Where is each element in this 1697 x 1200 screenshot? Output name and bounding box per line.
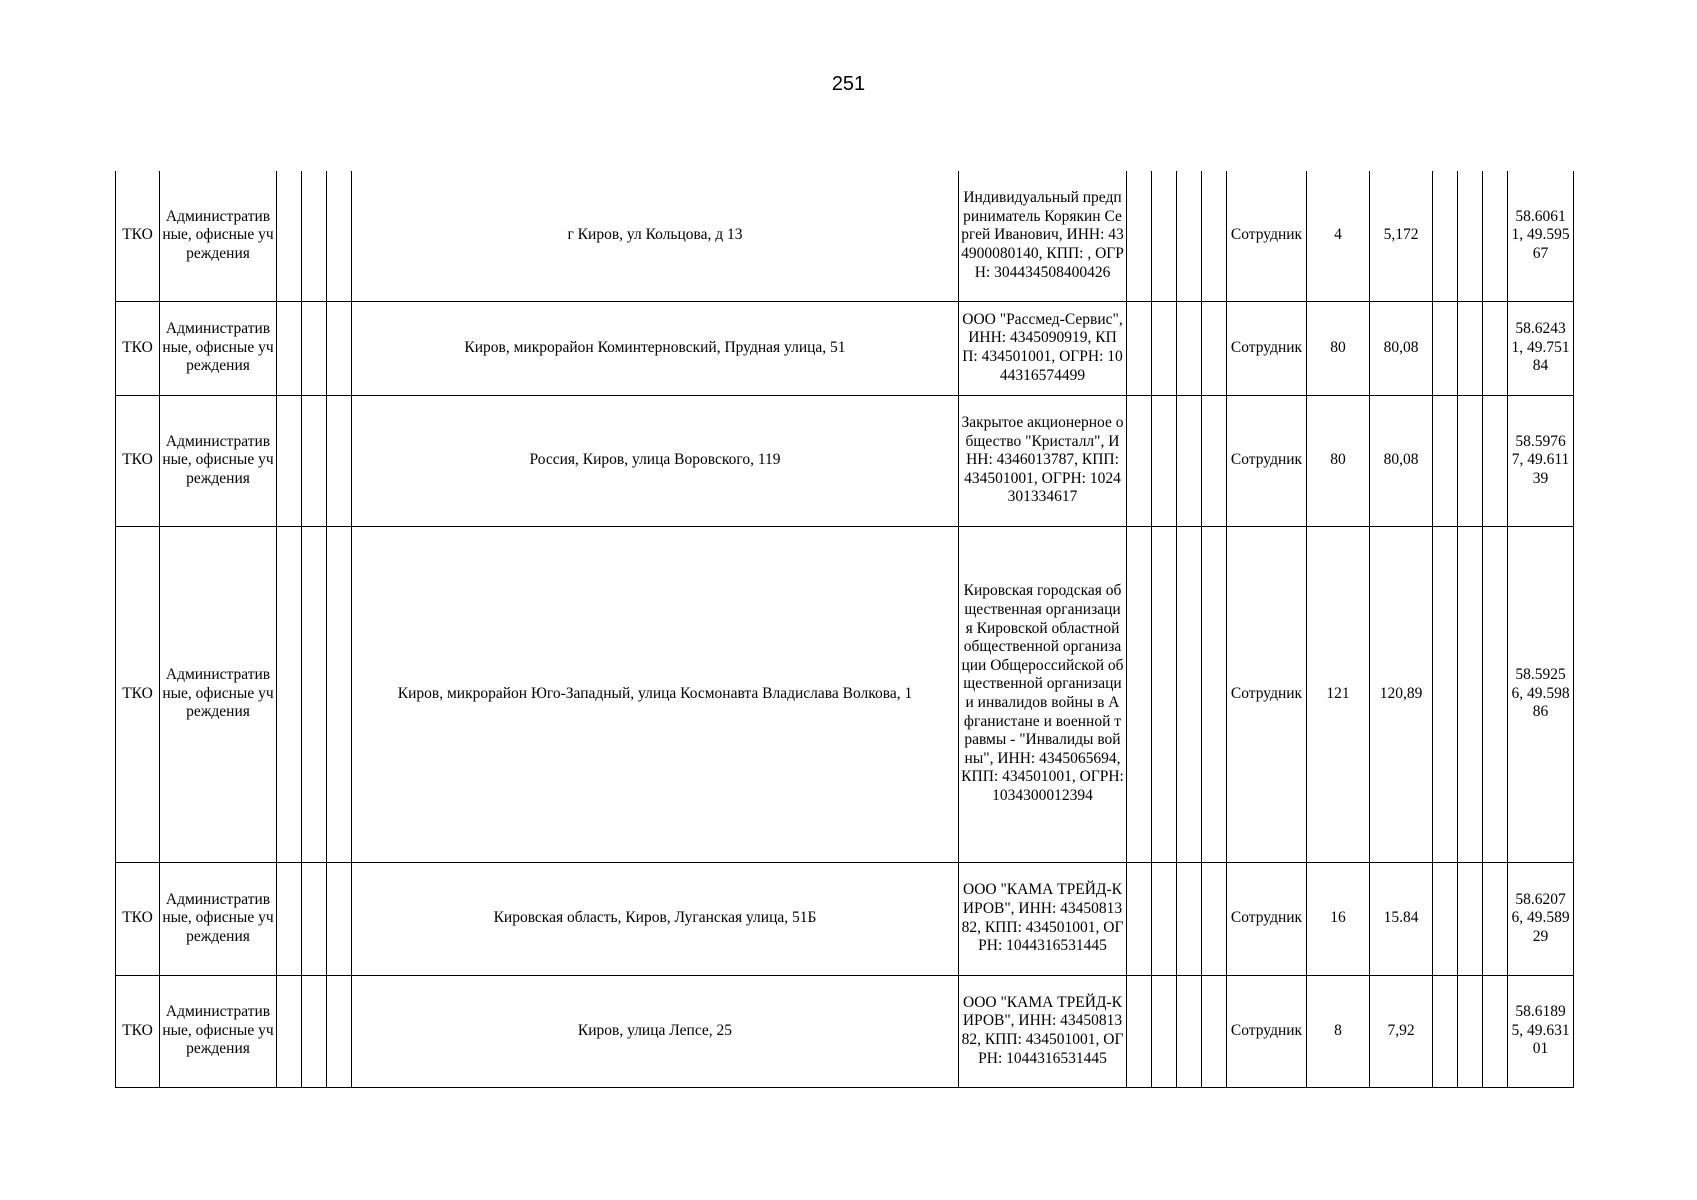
empty-cell [1202, 171, 1227, 301]
empty-cell [1177, 171, 1202, 301]
unit-cell: Сотрудник [1227, 526, 1307, 862]
registry-body [116, 171, 1574, 1087]
volume-cell: 15.84 [1370, 862, 1433, 975]
category-cell: Административные, офисные учреждения [160, 862, 277, 975]
empty-cell [1458, 975, 1483, 1087]
owner-cell: Кировская городская общественная организация Кировской областной общественной организации Общероссийской общественной организации инвалидов войны в Афганистане и военной травмы - "Инвалиды войны", ИНН: 4345065694, КПП: 434501001, ОГРН: 1034300012394 [959, 526, 1127, 862]
empty-cell [1177, 526, 1202, 862]
empty-cell [302, 171, 327, 301]
empty-cell [327, 395, 352, 526]
empty-cell [1202, 395, 1227, 526]
category-cell: Административные, офисные учреждения [160, 975, 277, 1087]
empty-cell [1458, 862, 1483, 975]
owner-cell: Закрытое акционерное общество "Кристалл", ИНН: 4346013787, КПП: 434501001, ОГРН: 1024301334617 [959, 395, 1127, 526]
unit-cell: Сотрудник [1227, 301, 1307, 395]
empty-cell [277, 526, 302, 862]
coordinates-cell: 58.60611, 49.59567 [1508, 171, 1574, 301]
owner-cell: ООО "Рассмед-Сервис", ИНН: 4345090919, КПП: 434501001, ОГРН: 1044316574499 [959, 301, 1127, 395]
category-cell: Административные, офисные учреждения [160, 171, 277, 301]
unit-cell: Сотрудник [1227, 975, 1307, 1087]
empty-cell [1152, 301, 1177, 395]
empty-cell [1177, 975, 1202, 1087]
empty-cell [1202, 301, 1227, 395]
empty-cell [327, 171, 352, 301]
empty-cell [1127, 526, 1152, 862]
empty-cell [277, 395, 302, 526]
waste-type-cell: ТКО [116, 171, 160, 301]
waste-type-cell: ТКО [116, 975, 160, 1087]
empty-cell [1483, 975, 1508, 1087]
coordinates-cell: 58.59256, 49.59886 [1508, 526, 1574, 862]
empty-cell [1152, 526, 1177, 862]
empty-cell [327, 862, 352, 975]
volume-cell: 5,172 [1370, 171, 1433, 301]
unit-cell: Сотрудник [1227, 862, 1307, 975]
empty-cell [1458, 171, 1483, 301]
empty-cell [277, 301, 302, 395]
empty-cell [1177, 395, 1202, 526]
address-cell: Киров, улица Лепсе, 25 [352, 975, 959, 1087]
coordinates-cell: 58.59767, 49.61139 [1508, 395, 1574, 526]
empty-cell [302, 862, 327, 975]
coordinates-cell: 58.62076, 49.58929 [1508, 862, 1574, 975]
empty-cell [1483, 171, 1508, 301]
empty-cell [1202, 975, 1227, 1087]
unit-cell: Сотрудник [1227, 171, 1307, 301]
empty-cell [1433, 975, 1458, 1087]
empty-cell [1177, 862, 1202, 975]
address-cell: Киров, микрорайон Коминтерновский, Прудная улица, 51 [352, 301, 959, 395]
empty-cell [1483, 862, 1508, 975]
empty-cell [1483, 526, 1508, 862]
empty-cell [1483, 301, 1508, 395]
coordinates-cell: 58.62431, 49.75184 [1508, 301, 1574, 395]
address-cell: Кировская область, Киров, Луганская улица, 51Б [352, 862, 959, 975]
table-row [116, 301, 1574, 395]
empty-cell [1152, 862, 1177, 975]
empty-cell [327, 301, 352, 395]
empty-cell [302, 526, 327, 862]
empty-cell [1458, 395, 1483, 526]
waste-type-cell: ТКО [116, 395, 160, 526]
empty-cell [1152, 975, 1177, 1087]
empty-cell [1433, 862, 1458, 975]
table-row [116, 526, 1574, 862]
waste-type-cell: ТКО [116, 526, 160, 862]
empty-cell [302, 975, 327, 1087]
waste-registry-table [115, 171, 1574, 1088]
volume-cell: 80,08 [1370, 395, 1433, 526]
volume-cell: 7,92 [1370, 975, 1433, 1087]
empty-cell [1202, 862, 1227, 975]
empty-cell [302, 301, 327, 395]
category-cell: Административные, офисные учреждения [160, 395, 277, 526]
count-cell: 121 [1307, 526, 1370, 862]
empty-cell [1127, 171, 1152, 301]
empty-cell [1127, 862, 1152, 975]
unit-cell: Сотрудник [1227, 395, 1307, 526]
count-cell: 4 [1307, 171, 1370, 301]
empty-cell [1433, 171, 1458, 301]
empty-cell [277, 862, 302, 975]
category-cell: Административные, офисные учреждения [160, 526, 277, 862]
empty-cell [277, 171, 302, 301]
empty-cell [1152, 395, 1177, 526]
empty-cell [1433, 301, 1458, 395]
count-cell: 80 [1307, 301, 1370, 395]
empty-cell [327, 526, 352, 862]
volume-cell: 80,08 [1370, 301, 1433, 395]
address-cell: Россия, Киров, улица Воровского, 119 [352, 395, 959, 526]
empty-cell [1127, 301, 1152, 395]
empty-cell [1127, 975, 1152, 1087]
count-cell: 16 [1307, 862, 1370, 975]
empty-cell [1433, 526, 1458, 862]
coordinates-cell: 58.61895, 49.63101 [1508, 975, 1574, 1087]
empty-cell [1433, 395, 1458, 526]
owner-cell: Индивидуальный предприниматель Корякин Сергей Иванович, ИНН: 434900080140, КПП: , ОГРН: 304434508400426 [959, 171, 1127, 301]
table-row [116, 395, 1574, 526]
empty-cell [1202, 526, 1227, 862]
table-row [116, 862, 1574, 975]
table-row [116, 171, 1574, 301]
address-cell: Киров, микрорайон Юго-Западный, улица Космонавта Владислава Волкова, 1 [352, 526, 959, 862]
empty-cell [327, 975, 352, 1087]
empty-cell [1458, 526, 1483, 862]
table-row [116, 975, 1574, 1087]
empty-cell [1152, 171, 1177, 301]
empty-cell [277, 975, 302, 1087]
empty-cell [302, 395, 327, 526]
owner-cell: ООО "КАМА ТРЕЙД-КИРОВ", ИНН: 4345081382, КПП: 434501001, ОГРН: 1044316531445 [959, 862, 1127, 975]
page-number: 251 [831, 73, 866, 95]
empty-cell [1483, 395, 1508, 526]
empty-cell [1127, 395, 1152, 526]
empty-cell [1177, 301, 1202, 395]
waste-type-cell: ТКО [116, 301, 160, 395]
empty-cell [1458, 301, 1483, 395]
count-cell: 8 [1307, 975, 1370, 1087]
waste-type-cell: ТКО [116, 862, 160, 975]
owner-cell: ООО "КАМА ТРЕЙД-КИРОВ", ИНН: 4345081382, КПП: 434501001, ОГРН: 1044316531445 [959, 975, 1127, 1087]
address-cell: г Киров, ул Кольцова, д 13 [352, 171, 959, 301]
category-cell: Административные, офисные учреждения [160, 301, 277, 395]
count-cell: 80 [1307, 395, 1370, 526]
volume-cell: 120,89 [1370, 526, 1433, 862]
